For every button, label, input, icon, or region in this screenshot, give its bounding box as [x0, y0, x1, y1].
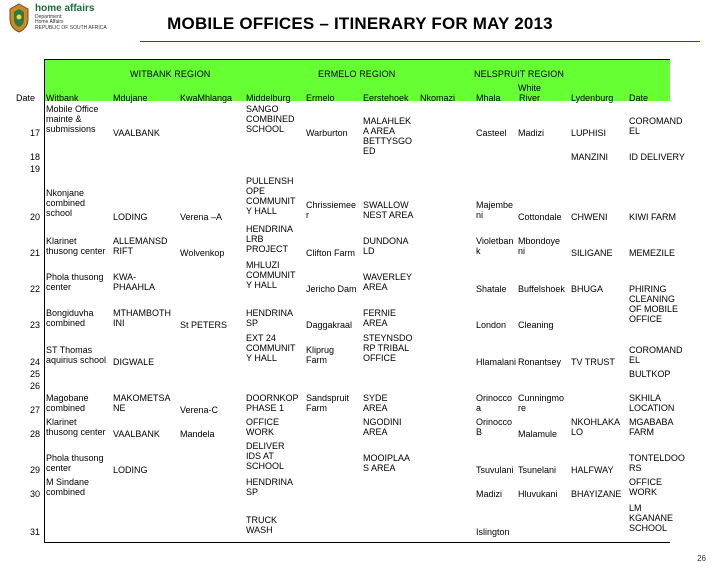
- cell-29-middelburg: DELIVER IDS AT SCHOOL: [246, 441, 285, 471]
- logo-country: REPUBLIC OF SOUTH AFRICA: [35, 25, 107, 31]
- cell-24-date-right: COROMAND EL: [629, 345, 683, 365]
- cell-30-witbank: M Sindane combined: [46, 477, 90, 497]
- cell-21-white-river: Mbondoye ni: [518, 236, 561, 256]
- col-ermelo: Ermelo: [306, 93, 335, 103]
- cell-29-witbank: Phola thusong center: [46, 453, 104, 473]
- cell-31-mhala: Islington: [476, 527, 510, 537]
- date-31: 31: [29, 527, 40, 537]
- cell-22-mdujane: KWA- PHAAHLA: [113, 272, 156, 292]
- cell-24-middelburg: EXT 24 COMMUNIT Y HALL: [246, 333, 296, 363]
- cell-30-mhala: Madizi: [476, 489, 503, 499]
- cell-22-date-right: PHIRING CLEANING OF MOBILE OFFICE: [629, 284, 679, 324]
- cell-23-middelburg: HENDRINA SP: [246, 308, 294, 328]
- cell-28-middelburg: OFFICE WORK: [246, 417, 279, 437]
- col-date-right: Date: [629, 93, 649, 103]
- col-mhala: Mhala: [476, 93, 501, 103]
- region-nelspruit: NELSPRUIT REGION: [474, 69, 564, 79]
- cell-31-middelburg: TRUCK WASH: [246, 515, 277, 535]
- cell-27-eerstehoek: SYDE AREA: [363, 393, 388, 413]
- cell-24-white-river: Ronantsey: [518, 357, 562, 367]
- cell-21-middelburg: HENDRINA LRB PROJECT: [246, 224, 294, 254]
- date-17: 17: [29, 128, 40, 138]
- cell-20-mhala: Majembe ni: [476, 200, 514, 220]
- cell-22-ermelo: Jericho Dam: [306, 284, 357, 294]
- cell-27-mdujane: MAKOMETSA NE: [113, 393, 171, 413]
- page-number: 26: [697, 554, 706, 563]
- col-mdujane: Mdujane: [113, 93, 148, 103]
- col-witbank: Witbank: [46, 93, 79, 103]
- logo-name: Home Affairs: [35, 19, 64, 25]
- cell-24-mhala: Hlamalani: [476, 357, 517, 367]
- cell-24-eerstehoek: STEYNSDO RP TRIBAL OFFICE: [363, 333, 413, 363]
- cell-22-mhala: Shatale: [476, 284, 507, 294]
- cell-17-date-right: COROMAND EL: [629, 116, 683, 136]
- cell-23-ermelo: Daggakraal: [306, 320, 353, 330]
- cell-21-date-right: MEMEZILE: [629, 248, 676, 258]
- cell-22-white-river: Buffelshoek: [518, 284, 565, 294]
- cell-21-lydenburg: SILIGANE: [571, 248, 613, 258]
- col-lydenburg: Lydenburg: [571, 93, 614, 103]
- cell-23-mhala: London: [476, 320, 507, 330]
- cell-29-mhala: Tsuvulani: [476, 465, 514, 475]
- region-ermelo: ERMELO REGION: [318, 69, 396, 79]
- cell-29-lydenburg: HALFWAY: [571, 465, 614, 475]
- col-middelburg: Middelburg: [246, 93, 291, 103]
- cell-20-mdujane: LODING: [113, 212, 148, 222]
- cell-18-date-right: ID DELIVERY: [629, 152, 685, 162]
- date-23: 23: [29, 320, 40, 330]
- cell-17-ermelo: Warburton: [306, 128, 348, 138]
- cell-28-lydenburg: NKOHLAKA LO: [571, 417, 621, 437]
- cell-20-witbank: Nkonjane combined school: [46, 188, 86, 218]
- cell-27-witbank: Magobane combined: [46, 393, 89, 413]
- cell-22-lydenburg: BHUGA: [571, 284, 604, 294]
- date-25: 25: [29, 369, 40, 379]
- cell-21-mhala: Violetban k: [476, 236, 514, 256]
- region-witbank: WITBANK REGION: [130, 69, 211, 79]
- cell-18-lydenburg: MANZINI: [571, 152, 608, 162]
- cell-17-mdujane: VAALBANK: [113, 128, 160, 138]
- cell-23-witbank: Bongiduvha combined: [46, 308, 94, 328]
- cell-17-eerstehoek: MALAHLEK A AREA BETTYSGO ED: [363, 116, 413, 156]
- date-30: 30: [29, 489, 40, 499]
- cell-17-middelburg: SANGO COMBINED SCHOOL: [246, 104, 295, 134]
- cell-20-white-river: Cottondale: [518, 212, 562, 222]
- cell-20-lydenburg: CHWENI: [571, 212, 608, 222]
- cell-22-witbank: Phola thusong center: [46, 272, 104, 292]
- cell-24-witbank: ST Thomas aquirius school: [46, 345, 107, 365]
- date-20: 20: [29, 212, 40, 222]
- cell-21-mdujane: ALLEMANSD RIFT: [113, 236, 168, 256]
- cell-23-eerstehoek: FERNIE AREA: [363, 308, 397, 328]
- cell-31-date-right: LM KGANANE SCHOOL: [629, 503, 674, 533]
- cell-20-kwamhlanga: Verena –A: [180, 212, 223, 222]
- cell-17-witbank: Mobile Office mainte & submissions: [46, 104, 99, 134]
- cell-25-date-right: BULTKOP: [629, 369, 671, 379]
- cell-23-mdujane: MTHAMBOTH INI: [113, 308, 171, 328]
- logo-title: home affairs: [35, 3, 95, 14]
- date-18: 18: [29, 152, 40, 162]
- cell-27-kwamhlanga: Verena-C: [180, 405, 219, 415]
- col-eerstehoek: Eerstehoek: [363, 93, 409, 103]
- cell-30-middelburg: HENDRINA SP: [246, 477, 294, 497]
- cell-20-middelburg: PULLENSH OPE COMMUNIT Y HALL: [246, 176, 296, 216]
- cell-17-lydenburg: LUPHISI: [571, 128, 607, 138]
- cell-21-kwamhlanga: Wolvenkop: [180, 248, 225, 258]
- col-kwamhlanga: KwaMhlanga: [180, 93, 233, 103]
- logo-dept: Department:: [35, 14, 63, 20]
- cell-28-white-river: Malamule: [518, 429, 558, 439]
- cell-27-date-right: SKHILA LOCATION: [629, 393, 675, 413]
- cell-28-date-right: MGABABA FARM: [629, 417, 674, 437]
- cell-27-white-river: Cunningmo re: [518, 393, 565, 413]
- cell-20-ermelo: Chrissiemee r: [306, 200, 357, 220]
- cell-28-witbank: Klarinet thusong center: [46, 417, 106, 437]
- cell-24-lydenburg: TV TRUST: [571, 357, 615, 367]
- cell-20-date-right: KIWI FARM: [629, 212, 676, 222]
- date-22: 22: [29, 284, 40, 294]
- date-27: 27: [29, 405, 40, 415]
- cell-27-mhala: Orinocco a: [476, 393, 513, 413]
- cell-30-date-right: OFFICE WORK: [629, 477, 662, 497]
- cell-28-mhala: Orinocco B: [476, 417, 513, 437]
- date-29: 29: [29, 465, 40, 475]
- date-19: 19: [29, 164, 40, 174]
- date-24: 24: [29, 357, 40, 367]
- cell-27-middelburg: DOORNKOP PHASE 1: [246, 393, 299, 413]
- cell-24-ermelo: Kliprug Farm: [306, 345, 335, 365]
- cell-21-ermelo: Clifton Farm: [306, 248, 356, 258]
- cell-21-witbank: Klarinet thusong center: [46, 236, 106, 256]
- cell-23-white-river: Cleaning: [518, 320, 554, 330]
- title-underline: [140, 41, 700, 42]
- page-title: MOBILE OFFICES – ITINERARY FOR MAY 2013: [167, 14, 553, 33]
- cell-29-eerstehoek: MOOIPLAA S AREA: [363, 453, 411, 473]
- cell-20-eerstehoek: SWALLOW NEST AREA: [363, 200, 414, 220]
- cell-28-mdujane: VAALBANK: [113, 429, 160, 439]
- cell-28-eerstehoek: NGODINI AREA: [363, 417, 402, 437]
- cell-21-eerstehoek: DUNDONA LD: [363, 236, 409, 256]
- cell-27-ermelo: Sandspruit Farm: [306, 393, 350, 413]
- cell-30-lydenburg: BHAYIZANE: [571, 489, 622, 499]
- date-26: 26: [29, 381, 40, 391]
- col-nkomazi: Nkomazi: [420, 93, 456, 103]
- col-date-left: Date: [16, 93, 36, 103]
- cell-28-kwamhlanga: Mandela: [180, 429, 215, 439]
- cell-24-mdujane: DIGWALE: [113, 357, 155, 367]
- date-21: 21: [29, 248, 40, 258]
- cell-29-mdujane: LODING: [113, 465, 148, 475]
- cell-29-white-river: Tsunelani: [518, 465, 557, 475]
- cell-23-kwamhlanga: St PETERS: [180, 320, 228, 330]
- date-28: 28: [29, 429, 40, 439]
- cell-22-eerstehoek: WAVERLEY AREA: [363, 272, 413, 292]
- cell-17-mhala: Casteel: [476, 128, 507, 138]
- col-white-river: White River: [518, 83, 542, 103]
- cell-22-middelburg: MHLUZI COMMUNIT Y HALL: [246, 260, 296, 290]
- cell-30-white-river: Hluvukani: [518, 489, 558, 499]
- cell-17-white-river: Madizi: [518, 128, 545, 138]
- cell-29-date-right: TONTELDOO RS: [629, 453, 685, 473]
